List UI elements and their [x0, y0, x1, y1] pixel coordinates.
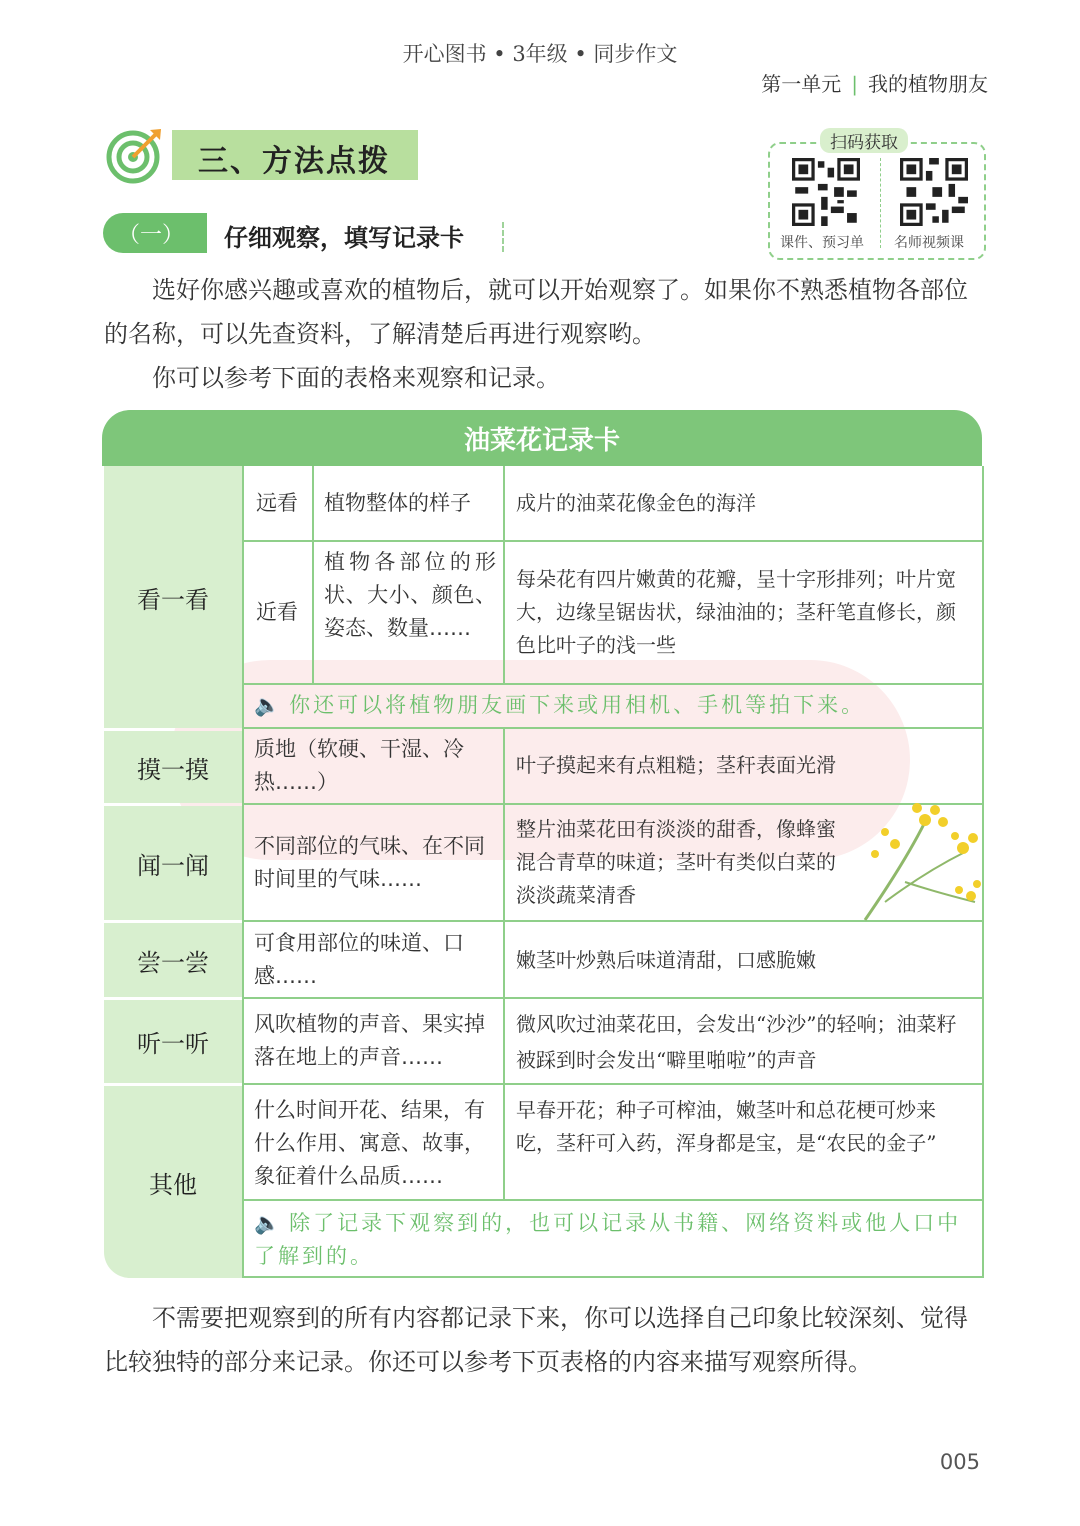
- other-tip: [254, 1207, 974, 1273]
- touch-answer: 叶子摸起来有点粗糙；茎秆表面光滑: [516, 753, 836, 777]
- column-divider: [312, 466, 314, 683]
- look-tip-text: 你还可以将植物朋友画下来或用相机、手机等拍下来。: [289, 693, 866, 717]
- look-tip: [254, 689, 865, 722]
- qr-caption-courseware: 课件、预习单: [780, 235, 864, 251]
- page-number: 005: [939, 1450, 980, 1474]
- taste-answer: 嫩茎叶炒熟后味道清甜，口感脆嫩: [516, 948, 816, 972]
- qr-code-video[interactable]: [900, 158, 968, 226]
- rapeseed-flower-illustration: [855, 792, 983, 922]
- smell-aspect: 不同部位的气味、在不同时间里的气味……: [254, 834, 485, 891]
- row-divider: [244, 1083, 982, 1085]
- column-divider: [503, 727, 505, 1199]
- listen-answer: 微风吹过油菜花田，会发出“沙沙”的轻响；油菜籽被踩到时会发出“噼里啪啦”的声音: [516, 1012, 957, 1072]
- subsection-divider: [490, 222, 504, 252]
- listen-aspect: 风吹植物的声音、果实掉落在地上的声音……: [254, 1012, 485, 1069]
- look-near-aspect: 植物各部位的形状、大小、颜色、姿态、数量……: [324, 550, 496, 640]
- other-tip-text: 除了记录下观察到的，也可以记录从书籍、网络资料或他人口中了解到的。: [254, 1211, 962, 1268]
- qr-caption-video: 名师视频课: [894, 235, 964, 251]
- look-far-answer: 成片的油菜花像金色的海洋: [516, 491, 756, 515]
- unit-label: 第一单元: [761, 72, 842, 96]
- category-listen: 听一听: [104, 1000, 242, 1083]
- intro-paragraph-1: 选好你感兴趣或喜欢的植物后，就可以开始观察了。如果你不熟悉植物各部位的名称，可以先查资料，了解清楚后再进行观察哟。: [104, 276, 968, 348]
- category-other: 其他: [104, 1086, 242, 1278]
- row-divider: [244, 683, 982, 685]
- taste-aspect: 可食用部位的味道、口感……: [254, 931, 464, 988]
- qr-code-courseware[interactable]: [792, 158, 860, 226]
- section-title: 三、方法点拨: [198, 144, 390, 179]
- record-card-title: 油菜花记录卡: [463, 426, 620, 456]
- look-near-label: 近看: [256, 600, 298, 624]
- speaker-icon: 🔈: [254, 1211, 284, 1235]
- target-icon: [106, 126, 164, 184]
- book-header: 开心图书 • 3年级 • 同步作文: [402, 42, 678, 66]
- subsection-title: 仔细观察，填写记录卡: [224, 224, 464, 252]
- qr-label: 扫码获取: [820, 128, 908, 153]
- category-touch: 摸一摸: [104, 731, 242, 803]
- touch-aspect: 质地（软硬、干湿、冷热……）: [254, 737, 464, 794]
- intro-paragraph-2: 你可以参考下面的表格来观察和记录。: [152, 364, 560, 392]
- row-divider: [244, 540, 982, 542]
- unit-header: [761, 68, 988, 97]
- subsection-number: （一）: [118, 223, 185, 248]
- category-smell: 闻一闻: [104, 806, 242, 920]
- other-answer: 早春开花；种子可榨油，嫩茎叶和总花梗可炒来吃，茎秆可入药，浑身都是宝，是“农民的金子”: [516, 1098, 937, 1155]
- category-taste: 尝一尝: [104, 923, 242, 997]
- look-near-answer: 每朵花有四片嫩黄的花瓣，呈十字形排列；叶片宽大，边缘呈锯齿状，绿油油的；茎秆笔直修长，颜色比叶子的浅一些: [516, 567, 956, 657]
- outro-paragraph: 不需要把观察到的所有内容都记录下来，你可以选择自己印象比较深刻、觉得比较独特的部分来记录。你还可以参考下页表格的内容来描写观察所得。: [104, 1304, 968, 1376]
- look-far-label: 远看: [256, 491, 298, 515]
- unit-separator: |: [851, 72, 858, 96]
- smell-answer: 整片油菜花田有淡淡的甜香，像蜂蜜混合青草的味道；茎叶有类似白菜的淡淡蔬菜清香: [516, 817, 836, 907]
- unit-title: 我的植物朋友: [868, 72, 988, 96]
- other-aspect: 什么时间开花、结果，有什么作用、寓意、故事，象征着什么品质……: [254, 1098, 485, 1188]
- column-divider: [503, 466, 505, 683]
- row-divider: [244, 727, 982, 729]
- qr-divider: [880, 158, 881, 248]
- speaker-icon: 🔈: [254, 693, 284, 717]
- row-divider: [244, 997, 982, 999]
- row-divider: [244, 1199, 982, 1201]
- category-look: 看一看: [104, 466, 242, 728]
- look-far-aspect: 植物整体的样子: [324, 491, 471, 515]
